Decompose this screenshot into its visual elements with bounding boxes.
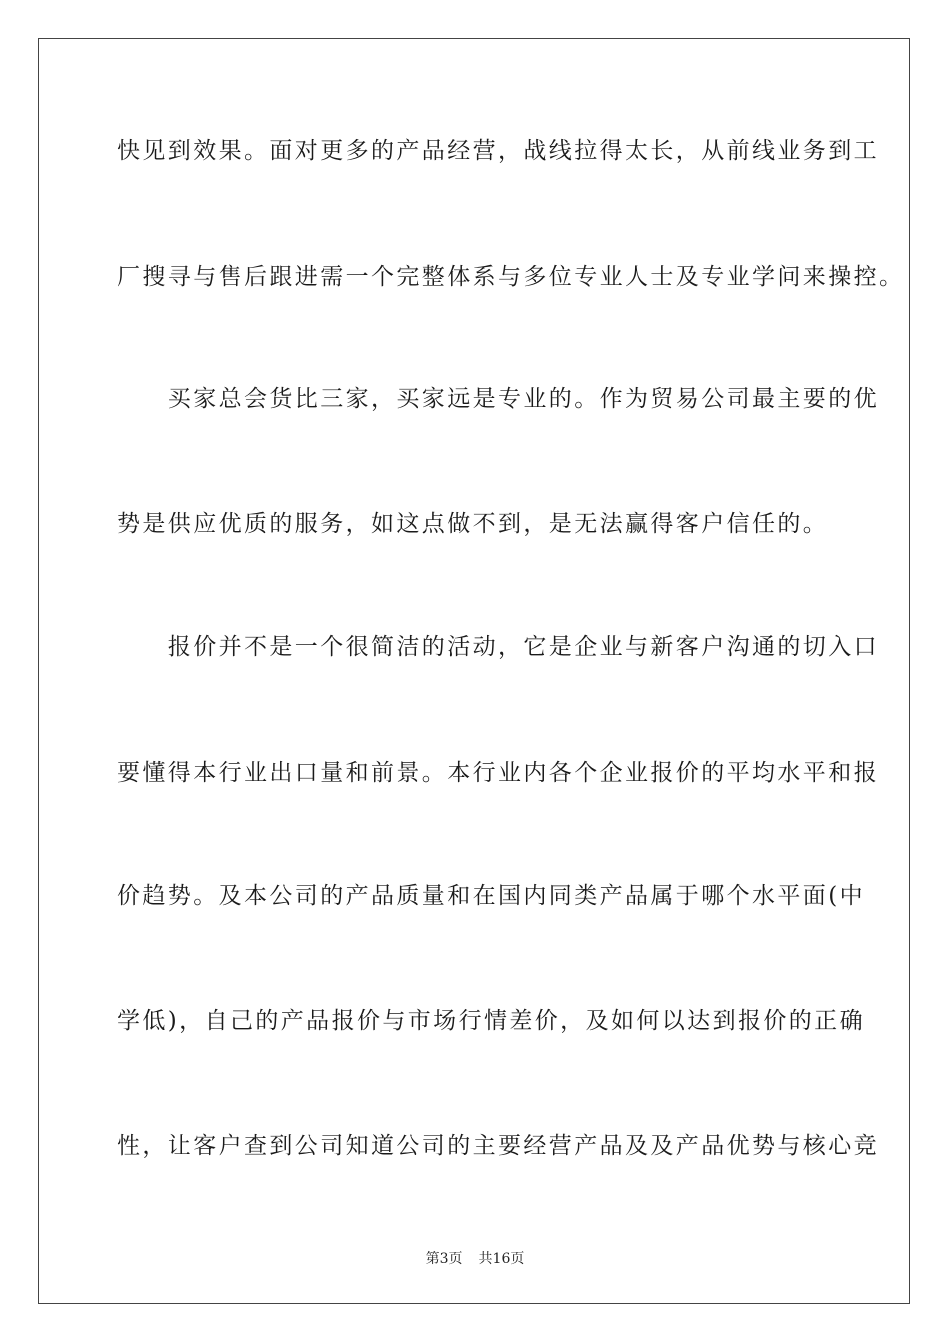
text-line-9: 性，让客户查到公司知道公司的主要经营产品及及产品优势与核心竞 xyxy=(117,1133,879,1159)
page-border xyxy=(38,38,910,1304)
text-line-2: 厂搜寻与售后跟进需一个完整体系与多位专业人士及专业学问来操控。 xyxy=(117,264,905,290)
text-line-6: 要懂得本行业出口量和前景。本行业内各个企业报价的平均水平和报 xyxy=(117,760,879,786)
text-line-5: 报价并不是一个很简洁的活动，它是企业与新客户沟通的切入口 xyxy=(117,634,879,660)
page-footer xyxy=(0,1248,950,1268)
page-total: 共16页 xyxy=(478,1251,525,1267)
text-line-3: 买家总会货比三家，买家远是专业的。作为贸易公司最主要的优 xyxy=(117,386,879,412)
page-number: 第3页 xyxy=(425,1251,463,1267)
text-line-4: 势是供应优质的服务，如这点做不到，是无法赢得客户信任的。 xyxy=(117,511,829,537)
text-line-8: 学低)，自己的产品报价与市场行情差价，及如何以达到报价的正确 xyxy=(117,1008,865,1034)
text-line-1: 快见到效果。面对更多的产品经营，战线拉得太长，从前线业务到工 xyxy=(117,138,879,164)
text-line-7: 价趋势。及本公司的产品质量和在国内同类产品属于哪个水平面(中 xyxy=(117,883,865,909)
